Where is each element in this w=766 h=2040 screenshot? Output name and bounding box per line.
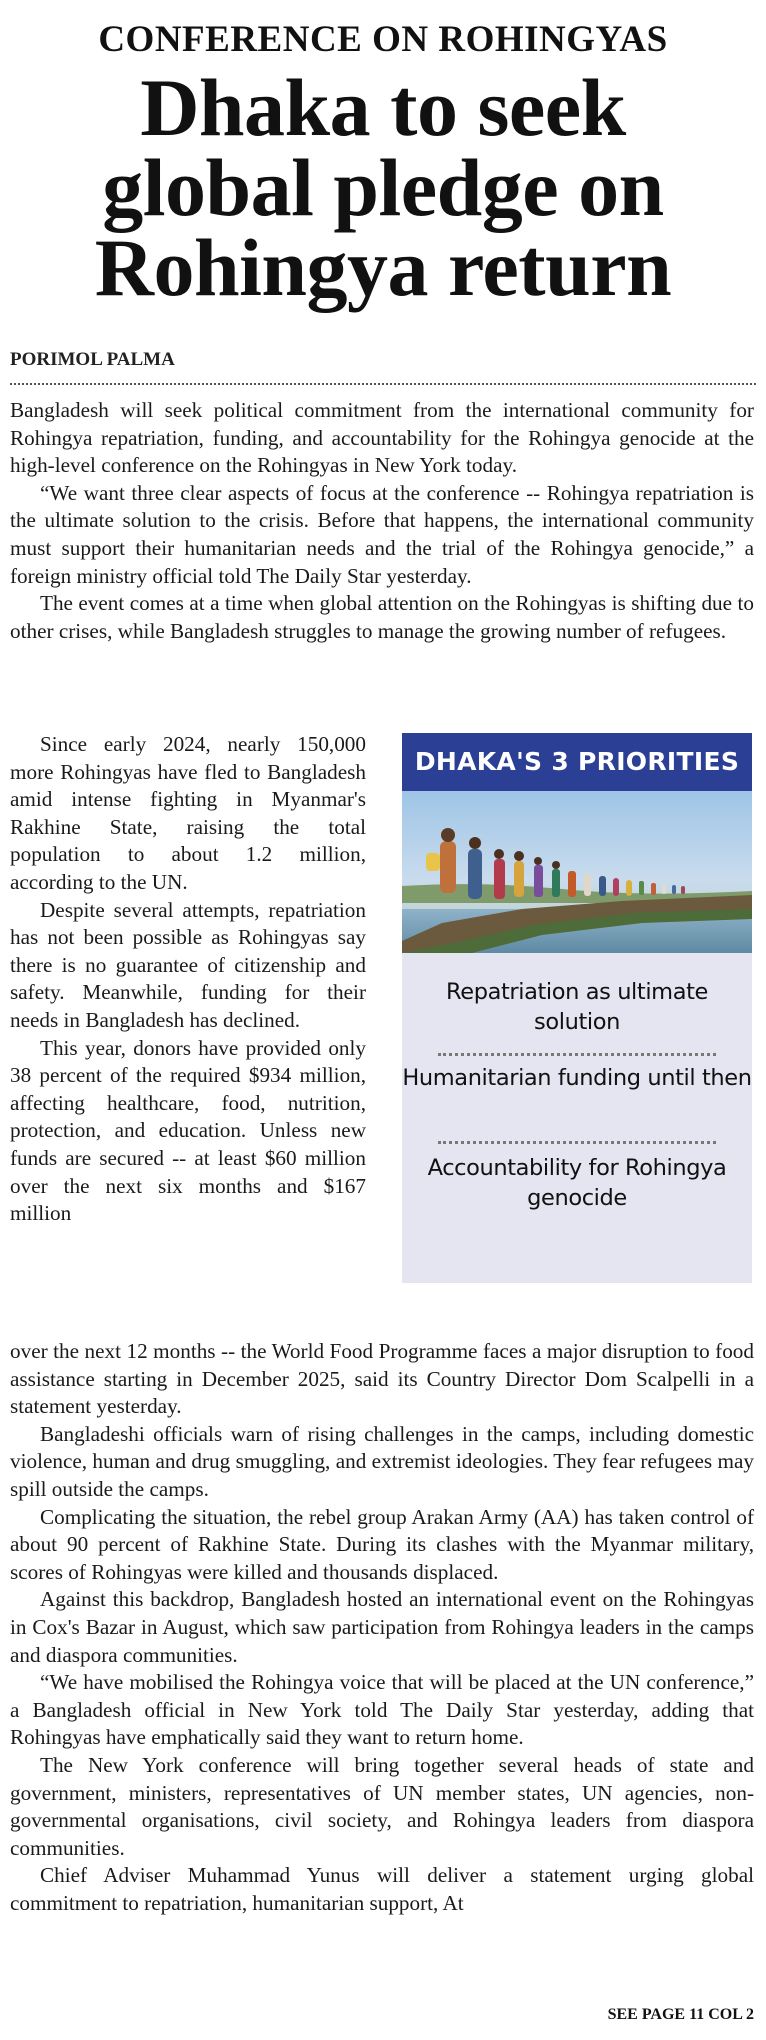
paragraph: This year, donors have provided only 38 percent of the required $934 million, affecting healthcare, food, nutrition, protection, and education. Unless new funds are secured -- at least $60 million over the next six months and $167 million (10, 1035, 366, 1226)
article-left-column (10, 731, 366, 1228)
paragraph: The New York conference will bring together several heads of state and government, ministers, representatives of UN member states, UN agencies, non-governmental organisations, civil society, and Rohingya leaders from diaspora communities. (10, 1752, 754, 1860)
kicker: CONFERENCE ON ROHINGYAS (98, 19, 668, 60)
paragraph: Since early 2024, nearly 150,000 more Rohingyas have fled to Bangladesh amid intense fighting in Myanmar's Rakhine State, raising the total population to about 1.2 million, according to the UN. (10, 732, 366, 894)
byline: PORIMOL PALMA (10, 349, 175, 370)
priority-item-1: Repatriation as ultimate solution (446, 979, 708, 1035)
continuation-link[interactable]: SEE PAGE 11 COL 2 (607, 2006, 754, 2023)
paragraph: Despite several attempts, repatriation has not been possible as Rohingyas say there is no guarantee of citizenship and safety. Meanwhile, funding for their needs in Bangladesh has declined. (10, 897, 366, 1032)
paragraph: over the next 12 months -- the World Food Programme faces a major disruption to food assistance starting in December 2025, said its Country Director Dom Scalpelli in a statement yesterday. (10, 1339, 754, 1419)
paragraph: The event comes at a time when global attention on the Rohingyas is shifting due to other crises, while Bangladesh struggles to manage the growing number of refugees. (10, 591, 754, 643)
paragraph: “We want three clear aspects of focus at the conference -- Rohingya repatriation is the ultimate solution to the crisis. Before that happens, the international community must support their humanitarian needs and the trial of the Rohingya genocide,” a foreign ministry official told The Daily Star yesterday. (10, 480, 754, 588)
paragraph: Bangladeshi officials warn of rising challenges in the camps, including domestic violence, human and drug smuggling, and extremist ideologies. They fear refugees may spill outside the camps. (10, 1421, 754, 1501)
paragraph: Chief Adviser Muhammad Yunus will deliver a statement urging global commitment to repatriation, humanitarian support, At (10, 1863, 754, 1915)
refugees-photo (402, 791, 752, 953)
priority-divider (438, 1053, 716, 1056)
article-bottom-text (10, 1338, 754, 1917)
paragraph: Complicating the situation, the rebel group Arakan Army (AA) has taken control of about 90 percent of Rakhine State. During its clashes with the Myanmar military, scores of Rohingyas were killed and thousands displaced. (10, 1504, 754, 1584)
paragraph: Against this backdrop, Bangladesh hosted an international event on the Rohingyas in Cox's Bazar in August, which saw participation from Rohingya leaders in the camps and diaspora communities. (10, 1587, 754, 1667)
paragraph: Bangladesh will seek political commitment from the international community for Rohingya repatriation, funding, and accountability for the Rohingya genocide at the high-level conference on the Rohingyas in New York today. (10, 398, 754, 478)
byline-divider (10, 383, 756, 385)
article-top-text (10, 397, 754, 645)
sidebar-title: DHAKA'S 3 PRIORITIES (402, 733, 752, 791)
priority-item-2: Humanitarian funding until then (402, 1065, 752, 1091)
priority-item-3: Accountability for Rohingya genocide (427, 1155, 727, 1211)
priority-divider (438, 1141, 716, 1144)
headline: Dhaka to seek global pledge on Rohingya return (94, 62, 672, 313)
priorities-sidebar (402, 733, 752, 1283)
paragraph: “We have mobilised the Rohingya voice that will be placed at the UN conference,” a Bangladesh official in New York told The Daily Star yesterday, adding that Rohingyas have emphatically said they want to return home. (10, 1670, 754, 1750)
